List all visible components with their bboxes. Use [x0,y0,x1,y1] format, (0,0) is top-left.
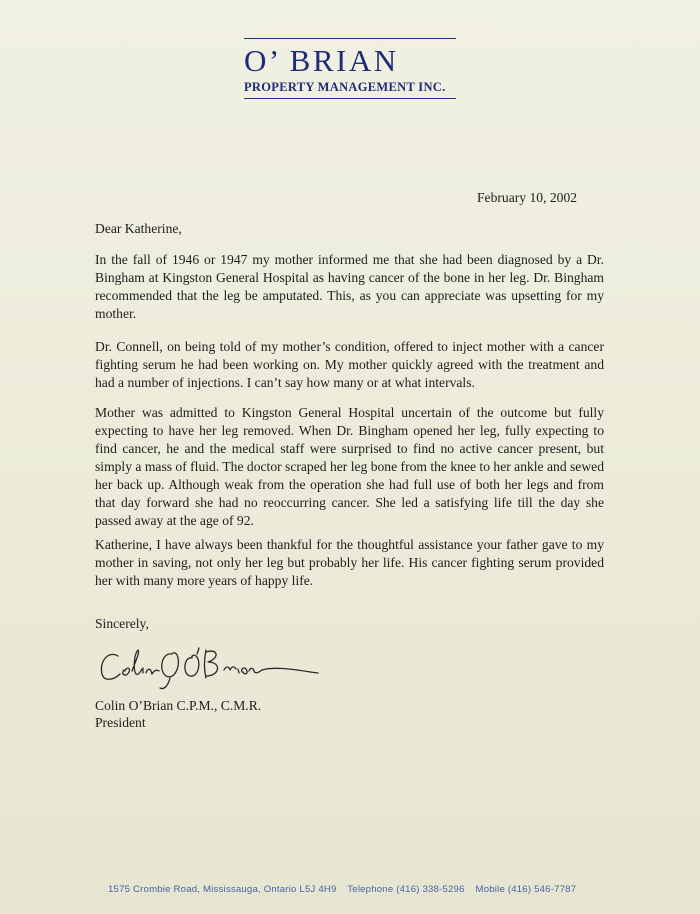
footer-mobile: Mobile (416) 546-7787 [475,884,577,895]
footer-telephone: Telephone (416) 338-5296 [347,884,465,895]
paragraph-3: Mother was admitted to Kingston General Hospital uncertain of the outcome but fully expecting to have her leg removed. When Dr. Bingham opened her leg, fully expecting to find cancer, he and the medical staff were surprised to find no active cancer present, but simply a mass of fluid. The doctor scraped her leg bone from the knee to her ankle and sewed her back up. Although weak from the operation she had full use of both her legs and from that day forward she had no reoccurring cancer. She led a satisfying life till the day she passed away at the age of 92. [95,405,604,528]
company-subtitle: PROPERTY MANAGEMENT INC. [244,80,446,94]
signer-title: President [95,715,146,730]
closing: Sincerely, [95,616,149,631]
company-name: O’ BRIAN [244,43,399,78]
paragraph-2: Dr. Connell, on being told of my mother’s condition, offered to inject mother with a cancer fighting serum he had been working on. My mother quickly agreed with the treatment and had a number of injections. I can’t say how many or at what intervals. [95,339,604,390]
letterhead-bottom-rule [244,98,456,99]
handwritten-signature [96,640,326,692]
paragraph-4: Katherine, I have always been thankful for the thoughtful assistance your father gave to my mother in saving, not only her leg but probably her life. His cancer fighting serum provided her with many more years of happy life. [95,537,604,588]
paragraph-1: In the fall of 1946 or 1947 my mother informed me that she had been diagnosed by a Dr. Bingham at Kingston General Hospital as having cancer of the bone in her leg. Dr. Bingham recommended that the leg be amputated. This, as you can appreciate was upsetting for my mother. [95,252,604,321]
letter-date: February 10, 2002 [477,190,578,205]
letterhead [244,38,456,99]
footer-contact [108,884,584,895]
footer-address: 1575 Crombie Road, Mississauga, Ontario L5J 4H9 [108,884,337,895]
salutation: Dear Katherine, [95,221,182,236]
signer-name: Colin O’Brian C.P.M., C.M.R. [95,698,262,713]
letterhead-top-rule [244,38,456,39]
